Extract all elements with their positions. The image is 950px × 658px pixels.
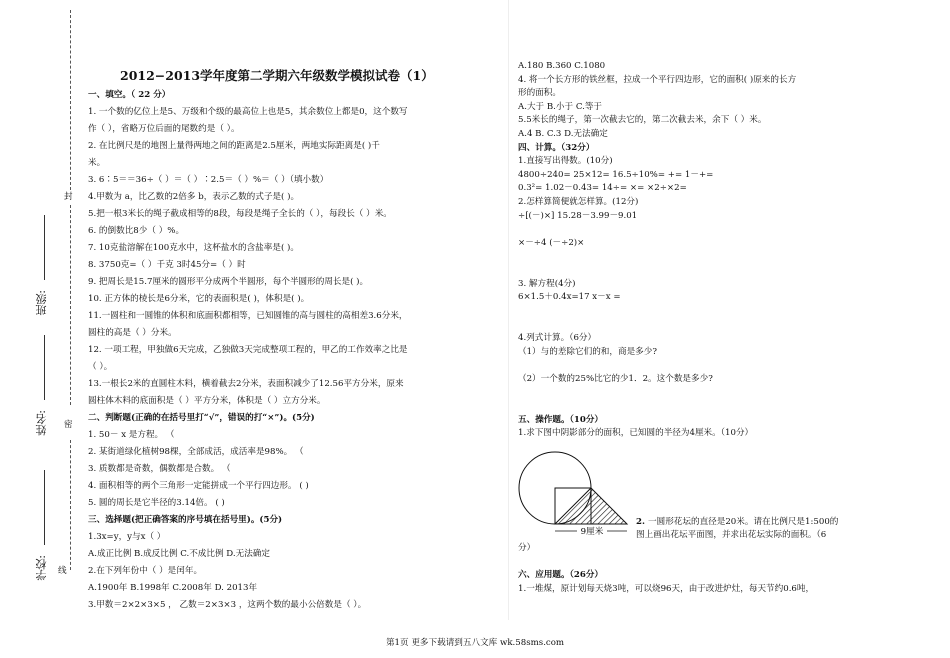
question-line: 5.把一根3米长的绳子截成相等的8段，每段是绳子全长的（ ），每段长（ ）米。	[88, 209, 392, 219]
question-line: 4.列式计算。（6分）	[518, 333, 597, 343]
question-line: 1.3x=y，y与x（ ）	[88, 532, 166, 542]
name-field-line[interactable]	[44, 335, 45, 400]
question-line: 2. 某街道绿化植树98棵，全部成活，成活率是98%。 （	[88, 447, 304, 457]
question-line: 3. 解方程(4分)	[518, 278, 576, 289]
op-q2-line2: 图上画出花坛平面图，并求出花坛实际的面积。（6	[636, 530, 827, 540]
section-heading: 二、判断题(正确的在括号里打“√”，错误的打“×”)。(5分)	[88, 413, 315, 423]
question-line: 13.一根长2米的直圆柱木料，横着截去2分米，表面积减少了12.56平方分米，原来	[88, 379, 404, 389]
question-line: 2. 在比例尺是的地图上量得两地之间的距离是2.5厘米，两地实际距离是( )千	[88, 141, 380, 151]
section-heading: 一、填空。（ 22 分）	[88, 90, 171, 100]
shaded-triangle	[555, 488, 627, 524]
question-line: ×－÷4 (－÷2)×	[518, 237, 585, 248]
question-line: 1. 一个数的亿位上是5、万级和个级的最高位上也是5，其余数位上都是0，这个数写	[88, 107, 408, 117]
question-line: ÷[(－)×] 15.28－3.99－9.01	[518, 210, 638, 221]
binding-margin	[0, 0, 78, 658]
school-label: 学校:	[35, 555, 48, 581]
question-line: 4800÷240= 25×12= 16.5÷10%= += 1－+=	[518, 169, 714, 180]
question-line: A.大于 B.小于 C.等于	[518, 101, 603, 112]
binding-dash-line	[70, 205, 71, 405]
question-line: 5.5米长的绳子，第一次截去它的，第二次截去米，余下（ ）米。	[518, 115, 767, 126]
question-line: 1.直接写出得数。(10分)	[518, 156, 613, 167]
question-line: （1）与的差除它们的和，商是多少?	[518, 346, 657, 357]
application-heading: 六、应用题。（26分）	[518, 570, 604, 580]
xian-mark: 线	[58, 566, 67, 576]
op-q2-line3: 分）	[518, 543, 536, 553]
class-field-line[interactable]	[44, 215, 45, 280]
question-line: 4.甲数为 a，比乙数的2倍多 b，表示乙数的式子是( )。	[88, 192, 300, 202]
question-line: 4. 将一个长方形的铁丝框，拉成一个平行四边形，它的面积( )原来的长方	[518, 74, 797, 85]
question-line: 作（ ），省略万位后面的尾数约是（ ）。	[88, 124, 240, 134]
question-line: 9. 把周长是15.7厘米的圆形平分成两个半圆形，每个半圆形的周长是( )。	[88, 277, 369, 287]
question-line: 12. 一项工程，甲独做6天完成，乙独做3天完成整项工程的，甲乙的工作效率之比是	[88, 345, 408, 355]
question-line: 8. 3750克=（ ）千克 3时45分=（ ）时	[88, 260, 246, 270]
binding-dash-line	[70, 10, 71, 190]
question-line: 6. 的倒数比8少（ ）%。	[88, 226, 185, 236]
question-line: 10. 正方体的棱长是6分米，它的表面积是( )，体积是( )。	[88, 294, 310, 304]
question-line: 2.在下列年份中（ ）是闰年。	[88, 566, 203, 576]
question-line: 3. 6∶5＝＝36÷（ ）＝（ ）∶2.5＝（ ）%＝（ ）（填小数）	[88, 175, 329, 185]
name-label: 姓名:	[35, 410, 48, 436]
question-line: 1. 50－ x 是方程。 （	[88, 430, 175, 440]
question-line: 5. 圆的周长是它半径的3.14倍。 ( )	[88, 498, 225, 508]
question-line: A.1900年 B.1998年 C.2008年 D. 2013年	[88, 583, 258, 593]
question-line: 形的面积。	[518, 88, 561, 99]
mi-mark: 密	[64, 420, 73, 430]
question-line: 3.甲数＝2×2×3×5 ， 乙数＝2×3×3 ，这两个数的最小公倍数是（ ）。	[88, 600, 367, 610]
question-line: 2.怎样算简便就怎样算。(12分)	[518, 197, 639, 207]
question-line: 6×1.5＋0.4x=17 x－x =	[518, 292, 621, 303]
section-heading: 四、计算。（32分）	[518, 142, 595, 153]
class-label: 班级:	[35, 290, 48, 316]
question-line: 1.求下图中阴影部分的面积，已知圆的半径为4厘米。（10分）	[518, 428, 754, 439]
question-line: 7. 10克盐溶解在100克水中，这杯盐水的含盐率是( )。	[88, 243, 299, 253]
question-line: A.4 B. C.3 D.无法确定	[518, 129, 608, 139]
section-heading: 三、选择题(把正确答案的序号填在括号里)。(5分)	[88, 515, 283, 525]
column-divider	[508, 0, 509, 620]
op-q2-line1: 一圆形花坛的直径是20米。请在比例尺是1:500的	[648, 517, 839, 527]
page-footer: 第1页 更多下载请到五八文库 wk.58sms.com	[385, 638, 565, 648]
figure-label: 9厘米	[580, 527, 604, 537]
binding-dash-line	[70, 440, 71, 570]
op-q2-number: 2.	[636, 517, 645, 527]
school-field-line[interactable]	[44, 470, 45, 545]
question-line: 圆柱的高是（ ）分米。	[88, 328, 177, 338]
question-line: 4. 面积相等的两个三角形一定能拼成一个平行四边形。 ( )	[88, 481, 309, 491]
question-line: A.180 B.360 C.1080	[518, 61, 606, 71]
page-title: 2012−2013学年度第二学期六年级数学模拟试卷（1）	[120, 68, 434, 83]
question-line: 米。	[88, 158, 106, 168]
question-line: A.成正比例 B.成反比例 C.不成比例 D.无法确定	[88, 549, 270, 559]
question-line: 圆柱体木料的底面积是（ ）平方分米，体积是（ ）立方分米。	[88, 396, 326, 406]
question-line: （ ）。	[88, 362, 113, 372]
question-line: （2）一个数的25%比它的少1．2。这个数是多少?	[518, 373, 713, 384]
question-line: 11.一圆柱和一圆锥的体积和底面积都相等，已知圆锥的高与圆柱的高相差3.6分米，	[88, 311, 408, 321]
section-heading: 五、操作题。（10分）	[518, 414, 604, 425]
seal-mark: 封	[64, 192, 73, 202]
question-line: 3. 质数都是奇数，偶数都是合数。 （	[88, 464, 231, 474]
application-q1: 1.一堆煤，原计划每天烧3吨，可以烧96天，由于改进炉灶，每天节约0.6吨，	[518, 584, 815, 594]
question-line: 0.3²= 1.02－0.43= 14÷= ×= ×2÷×2=	[518, 183, 687, 194]
shaded-area-figure	[515, 448, 635, 538]
